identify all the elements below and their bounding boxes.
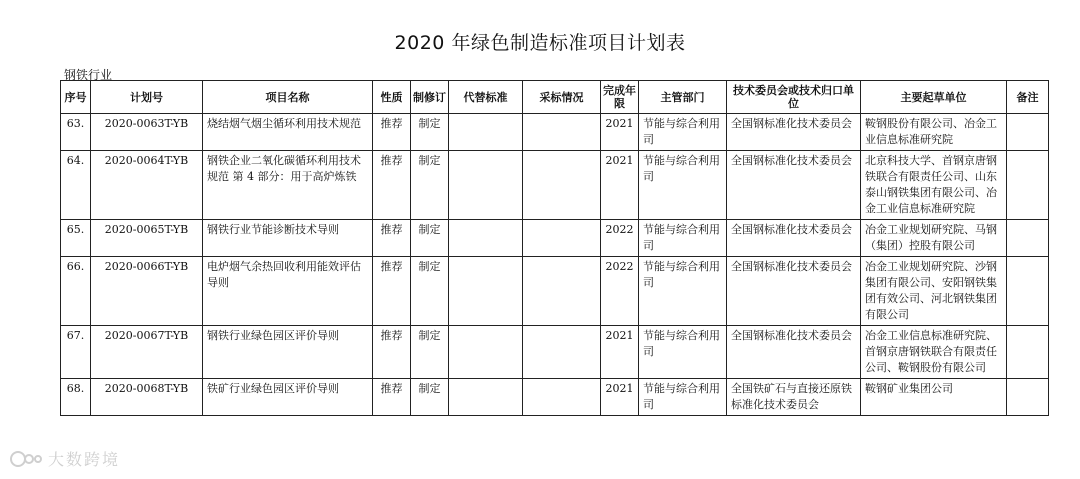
standards-table	[60, 80, 1049, 416]
cell-org: 鞍钢股份有限公司、冶金工业信息标准研究院	[861, 114, 1007, 151]
cell-name: 铁矿行业绿色园区评价导则	[203, 379, 373, 416]
cell-plan: 2020-0066T-YB	[91, 257, 203, 326]
cell-dept: 节能与综合利用司	[639, 257, 727, 326]
cell-plan: 2020-0067T-YB	[91, 326, 203, 379]
cell-no: 65.	[61, 220, 91, 257]
cell-committee: 全国钢标准化技术委员会	[727, 220, 861, 257]
cell-year: 2022	[601, 257, 639, 326]
cell-nature: 推荐	[373, 257, 411, 326]
header-cell: 计划号	[91, 81, 203, 114]
cell-no: 66.	[61, 257, 91, 326]
cell-adopt	[523, 151, 601, 220]
table-row	[61, 326, 1049, 379]
cell-replace	[449, 257, 523, 326]
header-cell: 项目名称	[203, 81, 373, 114]
cell-replace	[449, 326, 523, 379]
cell-name: 钢铁行业绿色园区评价导则	[203, 326, 373, 379]
cell-note	[1007, 257, 1049, 326]
cell-adopt	[523, 257, 601, 326]
cell-plan: 2020-0063T-YB	[91, 114, 203, 151]
section-label: 钢铁行业	[64, 68, 113, 82]
cell-plan: 2020-0068T-YB	[91, 379, 203, 416]
watermark-text: 大数跨境	[48, 450, 121, 469]
cell-rev: 制定	[411, 151, 449, 220]
header-cell: 制修订	[411, 81, 449, 114]
cell-adopt	[523, 220, 601, 257]
cell-org: 北京科技大学、首钢京唐钢铁联合有限责任公司、山东泰山钢铁集团有限公司、冶金工业信息标准研究院	[861, 151, 1007, 220]
cell-year: 2021	[601, 379, 639, 416]
cell-year: 2021	[601, 114, 639, 151]
cell-no: 68.	[61, 379, 91, 416]
cell-year: 2022	[601, 220, 639, 257]
page-title: 2020 年绿色制造标准项目计划表	[394, 32, 686, 54]
header-cell: 性质	[373, 81, 411, 114]
header-row	[61, 81, 1049, 114]
table-row	[61, 220, 1049, 257]
cell-org: 冶金工业信息标准研究院、首钢京唐钢铁联合有限责任公司、鞍钢股份有限公司	[861, 326, 1007, 379]
cell-note	[1007, 326, 1049, 379]
cell-rev: 制定	[411, 379, 449, 416]
cell-replace	[449, 220, 523, 257]
cell-adopt	[523, 326, 601, 379]
watermark-logo-icon	[10, 449, 44, 469]
header-cell: 备注	[1007, 81, 1049, 114]
watermark	[10, 447, 120, 470]
cell-dept: 节能与综合利用司	[639, 220, 727, 257]
table-row	[61, 114, 1049, 151]
cell-plan: 2020-0064T-YB	[91, 151, 203, 220]
cell-note	[1007, 114, 1049, 151]
header-cell: 代替标准	[449, 81, 523, 114]
cell-replace	[449, 151, 523, 220]
cell-replace	[449, 114, 523, 151]
cell-dept: 节能与综合利用司	[639, 114, 727, 151]
cell-name: 电炉烟气余热回收利用能效评估导则	[203, 257, 373, 326]
cell-name: 钢铁行业节能诊断技术导则	[203, 220, 373, 257]
cell-name: 烧结烟气烟尘循环利用技术规范	[203, 114, 373, 151]
cell-year: 2021	[601, 326, 639, 379]
cell-committee: 全国铁矿石与直接还原铁标准化技术委员会	[727, 379, 861, 416]
cell-rev: 制定	[411, 114, 449, 151]
cell-nature: 推荐	[373, 220, 411, 257]
header-cell: 主管部门	[639, 81, 727, 114]
cell-committee: 全国钢标准化技术委员会	[727, 257, 861, 326]
cell-name: 钢铁企业二氧化碳循环利用技术规范 第 4 部分：用于高炉炼铁	[203, 151, 373, 220]
cell-rev: 制定	[411, 257, 449, 326]
cell-no: 63.	[61, 114, 91, 151]
cell-org: 冶金工业规划研究院、马钢（集团）控股有限公司	[861, 220, 1007, 257]
cell-nature: 推荐	[373, 114, 411, 151]
cell-nature: 推荐	[373, 326, 411, 379]
cell-committee: 全国钢标准化技术委员会	[727, 326, 861, 379]
table-row	[61, 379, 1049, 416]
cell-dept: 节能与综合利用司	[639, 151, 727, 220]
cell-rev: 制定	[411, 220, 449, 257]
cell-note	[1007, 151, 1049, 220]
table-row	[61, 257, 1049, 326]
cell-note	[1007, 220, 1049, 257]
cell-adopt	[523, 114, 601, 151]
cell-plan: 2020-0065T-YB	[91, 220, 203, 257]
cell-dept: 节能与综合利用司	[639, 326, 727, 379]
cell-no: 64.	[61, 151, 91, 220]
header-cell: 序号	[61, 81, 91, 114]
cell-nature: 推荐	[373, 379, 411, 416]
cell-committee: 全国钢标准化技术委员会	[727, 114, 861, 151]
cell-adopt	[523, 379, 601, 416]
cell-no: 67.	[61, 326, 91, 379]
cell-org: 鞍钢矿业集团公司	[861, 379, 1007, 416]
cell-note	[1007, 379, 1049, 416]
header-cell: 采标情况	[523, 81, 601, 114]
cell-nature: 推荐	[373, 151, 411, 220]
cell-year: 2021	[601, 151, 639, 220]
cell-org: 冶金工业规划研究院、沙钢集团有限公司、安阳钢铁集团有效公司、河北钢铁集团有限公司	[861, 257, 1007, 326]
header-cell: 完成年限	[601, 81, 639, 114]
table-row	[61, 151, 1049, 220]
cell-replace	[449, 379, 523, 416]
cell-dept: 节能与综合利用司	[639, 379, 727, 416]
cell-committee: 全国钢标准化技术委员会	[727, 151, 861, 220]
header-cell: 技术委员会或技术归口单位	[727, 81, 861, 114]
header-cell: 主要起草单位	[861, 81, 1007, 114]
cell-rev: 制定	[411, 326, 449, 379]
